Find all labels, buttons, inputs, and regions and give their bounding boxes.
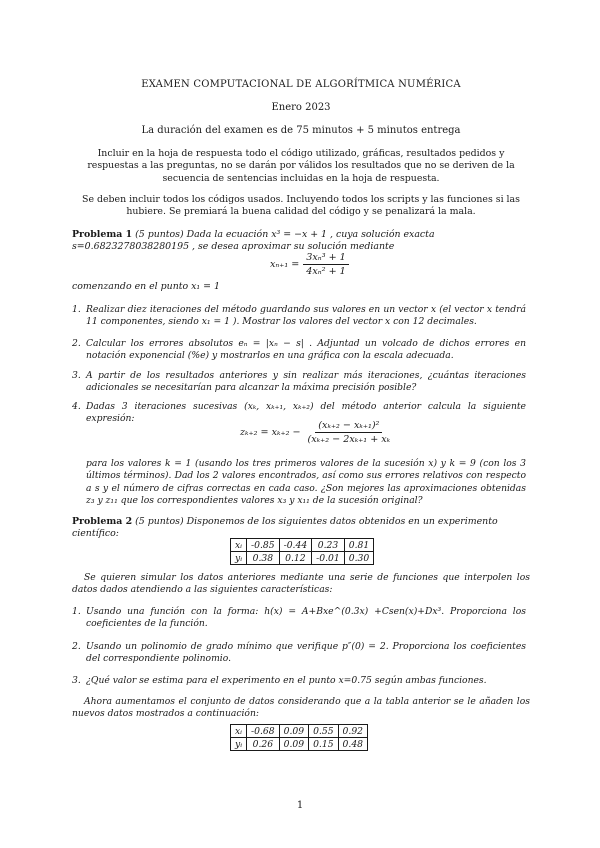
task-text: ¿Qué valor se estima para el experimento en el punto x=0.75 según ambas funciones.	[86, 675, 487, 686]
problem-2-task-1	[72, 606, 526, 631]
table-cell: 0.38	[247, 552, 280, 565]
data-table-1-wrapper	[230, 538, 374, 565]
aitken-formula-numerator: (xₖ₊₂ − xₖ₊₁)²	[315, 420, 382, 433]
problem-1-task-2	[72, 338, 526, 363]
exam-title: EXAMEN COMPUTACIONAL DE ALGORÍTMICA NUMÉRICA	[141, 79, 461, 90]
table-cell: 0.48	[338, 738, 367, 751]
problem-1-label: Problema 1	[72, 229, 133, 240]
table-row	[231, 738, 368, 751]
table-cell: xᵢ	[231, 539, 247, 552]
task-number: 2.	[72, 338, 81, 349]
data-table-2	[230, 724, 368, 751]
table-cell: 0.55	[309, 725, 338, 738]
task-number: 3.	[72, 675, 81, 686]
exam-duration: La duración del examen es de 75 minutos + 5 minutos entrega	[141, 125, 461, 136]
instructions-paragraph-1: Incluir en la hoja de respuesta todo el código utilizado, gráficas, resultados pedidos y respuestas a las preguntas, no se darán por válidos los resultados que no se deriven de la secuencia de sentencias incluidas en la hoja de respuesta.	[87, 148, 515, 184]
iteration-formula	[270, 252, 349, 277]
table-cell: 0.12	[279, 552, 312, 565]
instructions-paragraph-2: Se deben incluir todos los códigos usados. Incluyendo todos los scripts y las funciones si las hubiere. Se premiará la buena calidad del código y se penalizará la mala.	[82, 194, 520, 218]
data-table-2-wrapper	[230, 724, 368, 751]
table-cell: -0.85	[247, 539, 280, 552]
problem-1-task-4-continuation: para los valores k = 1 (usando los tres primeros valores de la sucesión x) y k = 9 (con los 3 últimos términos). Dad los 2 valores encontrados, así como sus errores relativos con respecto a s y el número de cifras correctas en cada caso. ¿Son mejores las aproximaciones obtenidas z₃ y z₁₁ que los correspondientes valores x₃ y x₁₁ de la sucesión original?	[86, 458, 526, 507]
table-cell: yᵢ	[231, 738, 247, 751]
aitken-formula	[240, 420, 393, 445]
exam-date: Enero 2023	[271, 102, 331, 113]
table-cell: 0.30	[344, 552, 373, 565]
table-row	[231, 552, 374, 565]
table-cell: 0.92	[338, 725, 367, 738]
problem-2-task-3	[72, 675, 526, 687]
aitken-formula-lhs: zₖ₊₂ = xₖ₊₂ −	[240, 427, 301, 438]
task-text: Calcular los errores absolutos eₙ = |xₙ − s| . Adjuntad un volcado de dichos errores en notación exponencial (%e) y mostrarlos en una gráfica con la escala adecuada.	[86, 338, 526, 362]
page-number: 1	[296, 800, 304, 811]
table-cell: 0.15	[309, 738, 338, 751]
aitken-formula-fraction	[305, 420, 394, 445]
problem-2-paragraph-2: Ahora aumentamos el conjunto de datos considerando que a la tabla anterior se le añaden los nuevos datos mostrados a continuación:	[72, 696, 530, 720]
task-text: Usando un polinomio de grado mínimo que verifique p″(0) = 2. Proporciona los coeficientes del correspondiente polinomio.	[86, 641, 526, 665]
problem-2-paragraph: Se quieren simular los datos anteriores mediante una serie de funciones que interpolen los datos dados atendiendo a las siguientes características:	[72, 572, 530, 596]
task-number: 4.	[72, 401, 81, 412]
task-text: Dadas 3 iteraciones sucesivas (xₖ, xₖ₊₁, xₖ₊₂) del método anterior calcula la siguiente expresión:	[86, 401, 526, 425]
problem-1-statement: Dada la ecuación x³ = −x + 1 , cuya solución exacta s=0.6823278038280195 , se desea aproximar su solución mediante	[72, 229, 435, 253]
table-cell: 0.09	[279, 738, 308, 751]
table-row	[231, 725, 368, 738]
data-table-1	[230, 538, 374, 565]
task-text: Realizar diez iteraciones del método guardando sus valores en un vector x (el vector x tendrá 11 componentes, siendo x₁ = 1 ). Mostrar los valores del vector x con 12 decimales.	[86, 304, 526, 328]
table-cell: yᵢ	[231, 552, 247, 565]
table-cell: 0.26	[247, 738, 280, 751]
table-cell: -0.01	[312, 552, 345, 565]
problem-2-label: Problema 2	[72, 516, 133, 527]
problem-2-statement: Disponemos de los siguientes datos obtenidos en un experimento científico:	[72, 516, 498, 540]
problem-1-task-1	[72, 304, 526, 329]
table-cell: 0.81	[344, 539, 373, 552]
table-cell: -0.44	[279, 539, 312, 552]
iteration-formula-fraction	[303, 252, 349, 277]
table-row	[231, 539, 374, 552]
iteration-formula-lhs: xₙ₊₁ =	[270, 259, 300, 270]
task-number: 1.	[72, 304, 81, 315]
aitken-formula-denominator: (xₖ₊₂ − 2xₖ₊₁ + xₖ	[307, 434, 391, 445]
task-number: 2.	[72, 641, 81, 652]
table-cell: xᵢ	[231, 725, 247, 738]
task-number: 3.	[72, 370, 81, 381]
problem-1-task-3	[72, 370, 526, 395]
iteration-formula-denominator: 4xₙ² + 1	[306, 266, 346, 277]
task-text: Usando una función con la forma: h(x) = A+Bxe^(0.3x) +Csen(x)+Dx³. Proporciona los coeficientes de la función.	[86, 606, 526, 630]
task-number: 1.	[72, 606, 81, 617]
table-cell: 0.09	[279, 725, 308, 738]
problem-2-points: (5 puntos)	[135, 516, 184, 527]
table-cell: -0.68	[247, 725, 280, 738]
table-cell: 0.23	[312, 539, 345, 552]
problem-1-intro	[72, 229, 530, 254]
problem-2-task-2	[72, 641, 526, 666]
iteration-formula-numerator: 3xₙ³ + 1	[303, 252, 349, 265]
problem-1-start-point: comenzando en el punto x₁ = 1	[72, 281, 220, 292]
task-text: A partir de los resultados anteriores y sin realizar más iteraciones, ¿cuántas iteraciones adicionales se necesitarían para alcanzar la máxima precisión posible?	[86, 370, 526, 394]
problem-1-points: (5 puntos)	[135, 229, 184, 240]
